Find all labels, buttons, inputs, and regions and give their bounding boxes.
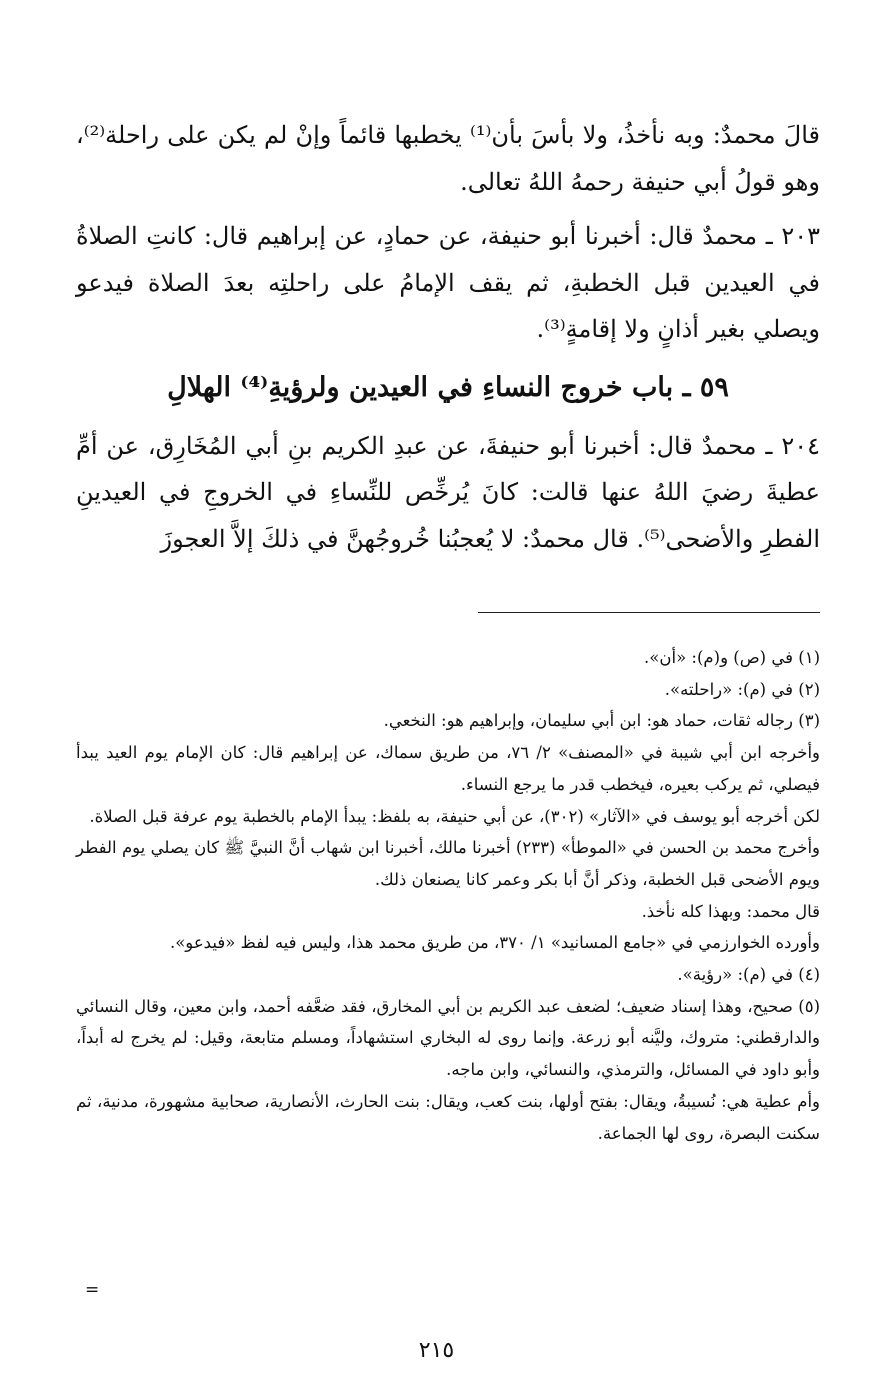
footnote-4: (٤) في (م): «رؤية».	[677, 965, 820, 985]
footnote-5: (٥) صحيح، وهذا إسناد ضعيف؛ لضعف عبد الكريم بن أبي المخارق، فقد ضعَّفه أحمد، وابن معين، وقال النسائي والدارقطني: متروك، وليَّنه أبو زرعة. وإنما روى له البخاري استشهاداً، ومسلم متابعة، وقيل: لم يخرج له أبداً، وأبو داود في المسائل، والترمذي، والنسائي، وابن ماجه.	[76, 996, 820, 1080]
footnote-3-muwatta: وأخرج محمد بن الحسن في «الموطأ» (٢٣٣) أخبرنا مالك، أخبرنا ابن شهاب أنَّ النبيَّ ﷺ كان يصلي يوم الفطر ويوم الأضحى قبل الخطبة، وذكر أنَّ أبا بكر وعمر كانا يصنعان ذلك.	[76, 838, 820, 889]
footnote-3-ibn-abi-shaybah: وأخرجه ابن أبي شيبة في «المصنف» ٢/ ٧٦، من طريق سماك، عن إبراهيم قال: كان الإمام يوم العيد يبدأ فيصلي، ثم يركب بعيره، فيخطب قدر ما يرجع النساء.	[76, 743, 820, 794]
chapter-heading: ٥٩ ـ باب خروج النساءِ في العيدين ولرؤيةِ⁽⁴⁾ الهلالِ	[167, 371, 729, 403]
footnote-3: (٣) رجاله ثقات، حماد هو: ابن أبي سليمان، وإبراهيم هو: النخعي.	[383, 711, 820, 731]
footnote-5-umm-atiyyah: وأم عطية هي: نُسيبةُ، ويقال: بفتح أولها، بنت كعب، ويقال: بنت الحارث، الأنصارية، صحابية مشهورة، مدنية، ثم سكنت البصرة، روى لها الجماعة.	[76, 1091, 820, 1143]
footnotes	[76, 642, 820, 1149]
footnote-3-muhammad-saying: قال محمد: وبهذا كله نأخذ.	[641, 901, 820, 921]
page-number: ٢١٥	[418, 1338, 455, 1363]
paragraph-muhammad-saying: قالَ محمدٌ: وبه نأخذُ، ولا بأسَ بأن⁽¹⁾ يخطبها قائماً وإنْ لم يكن على راحلة⁽²⁾، وهو قولُ أبي حنيفة رحمهُ اللهُ تعالى.	[76, 121, 820, 196]
footnote-1: (١) في (ص) و(م): «أن».	[644, 648, 820, 667]
hadith-204: ٢٠٤ ـ محمدٌ قال: أخبرنا أبو حنيفةَ، عن عبدِ الكريم بنِ أبي المُخَارِق، عن أمِّ عطيةَ رضيَ اللهُ عنها قالت: كانَ يُرخِّص للنِّساءِ في الخروجِ في العيدينِ الفطرِ والأضحى⁽⁵⁾. قال محمدٌ: لا يُعجبُنا خُروجُهنَّ في ذلكَ إلاَّ العجوزَ	[76, 431, 820, 553]
footnote-3-abu-yusuf: لكن أخرجه أبو يوسف في «الآثار» (٣٠٢)، عن أبي حنيفة، به بلفظ: يبدأ الإمام بالخطبة يوم عرفة قبل الصلاة.	[89, 806, 820, 826]
footnote-3-khwarizmi: وأورده الخوارزمي في «جامع المسانيد» ١/ ٣٧٠، من طريق محمد هذا، وليس فيه لفظ «فيدعو».	[169, 933, 820, 953]
footnote-divider	[478, 612, 820, 613]
hadith-203: ٢٠٣ ـ محمدٌ قال: أخبرنا أبو حنيفة، عن حمادٍ، عن إبراهيم قال: كانتِ الصلاةُ في العيدين قبل الخطبةِ، ثم يقف الإمامُ على راحلتِه بعدَ الصلاة فيدعو ويصلي بغير أذانٍ ولا إقامةٍ⁽³⁾.	[76, 222, 820, 343]
footnote-2: (٢) في (م): «راحلته».	[664, 679, 820, 699]
continuation-mark: =	[85, 1280, 100, 1300]
main-text	[76, 112, 820, 562]
